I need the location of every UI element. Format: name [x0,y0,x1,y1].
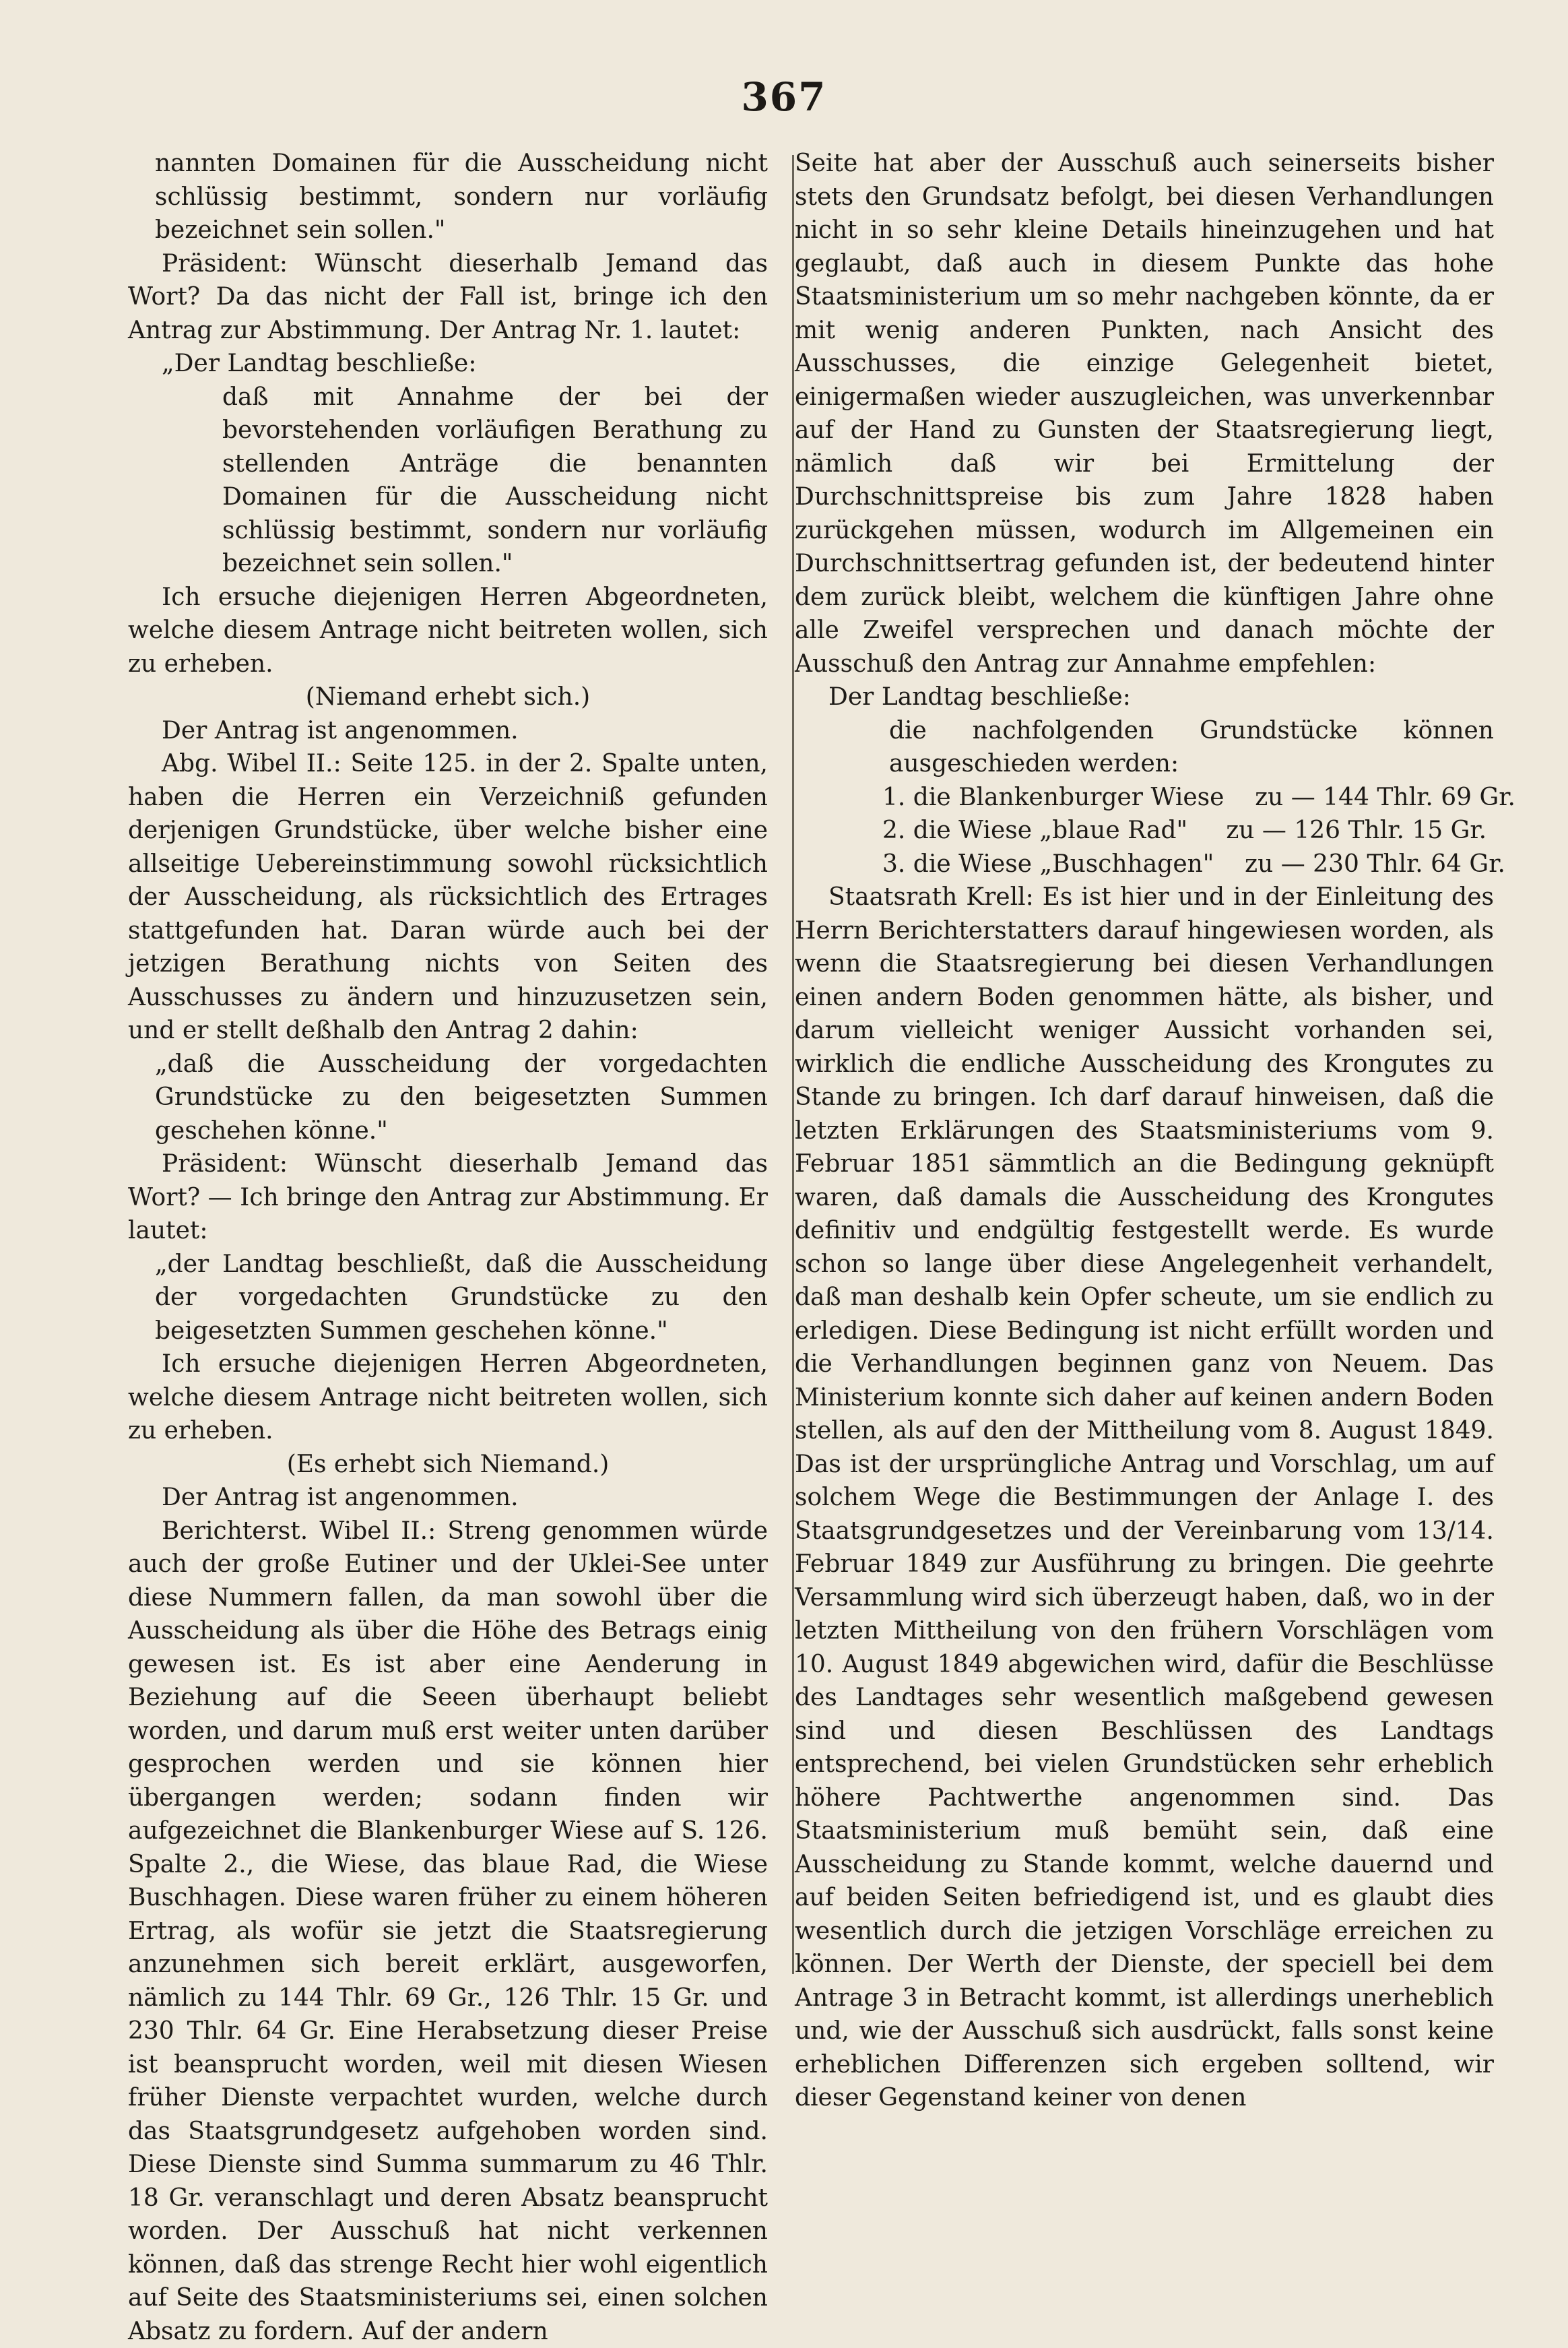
paragraph: Der Antrag ist angenommen. [128,714,768,748]
paragraph: Berichterst. Wibel II.: Streng genommen würde auch der große Eutiner und der Uklei-See unter diese Nummern fallen, da man sowohl über die Ausscheidung als über die Höhe des Betrags einig gewesen ist. Es ist aber eine Aenderung in Beziehung auf die Seeen überhaupt beliebt worden, und darum muß erst weiter unten darüber gesprochen werden und sie können hier übergangen werden; sodann finden wir aufgezeichnet die Blankenburger Wiese auf S. 126. Spalte 2., die Wiese, das blaue Rad, die Wiese Buschhagen. Diese waren früher zu einem höheren Ertrag, als wofür sie jetzt die Staatsregierung anzunehmen sich bereit erklärt, ausgeworfen, nämlich zu 144 Thlr. 69 Gr., 126 Thlr. 15 Gr. und 230 Thlr. 64 Gr. Eine Herabsetzung dieser Preise ist beansprucht worden, weil mit diesen Wiesen früher Dienste verpachtet wurden, welche durch das Staatsgrundgesetz aufgehoben worden sind. Diese Dienste sind Summa summarum zu 46 Thlr. 18 Gr. veranschlagt und deren Absatz beansprucht worden. Der Ausschuß hat nicht verkennen können, daß das strenge Recht hier wohl eigentlich auf Seite des Staatsministeriums sei, einen solchen Absatz zu fordern. Auf der andern [128,1515,768,2348]
paragraph: „der Landtag beschließt, daß die Ausscheidung der vorgedachten Grundstücke zu den beigesetzten Summen geschehen könne." [128,1248,768,1348]
paragraph: „daß die Ausscheidung der vorgedachten Grundstücke zu den beigesetzten Summen geschehen könne." [128,1048,768,1148]
page-number: 367 [0,74,1568,120]
paragraph: 1. die Blankenburger Wiese zu — 144 Thlr. 69 Gr. [795,781,1494,815]
paragraph: (Niemand erhebt sich.) [128,680,768,714]
column-divider [792,155,794,1974]
paragraph: Abg. Wibel II.: Seite 125. in der 2. Spalte unten, haben die Herren ein Verzeichniß gefunden derjenigen Grundstücke, über welche bisher eine allseitige Uebereinstimmung sowohl rücksichtlich der Ausscheidung, als rücksichtlich des Ertrages stattgefunden hat. Daran würde auch bei der jetzigen Berathung nichts von Seiten des Ausschusses zu ändern und hinzuzusetzen sein, und er stellt deßhalb den Antrag 2 dahin: [128,747,768,1048]
paragraph: Präsident: Wünscht dieserhalb Jemand das Wort? — Ich bringe den Antrag zur Abstimmung. Er lautet: [128,1147,768,1248]
paragraph: daß mit Annahme der bei der bevorstehenden vorläufigen Berathung zu stellenden Anträge die benannten Domainen für die Ausscheidung nicht schlüssig bestimmt, sondern nur vorläufig bezeichnet sein sollen." [128,381,768,581]
right-column [795,147,1494,1979]
paragraph: nannten Domainen für die Ausscheidung nicht schlüssig bestimmt, sondern nur vorläufig bezeichnet sein sollen." [128,147,768,247]
paragraph: 3. die Wiese „Buschhagen" zu — 230 Thlr. 64 Gr. [795,848,1494,881]
paragraph: 2. die Wiese „blaue Rad" zu — 126 Thlr. 15 Gr. [795,814,1494,848]
paragraph: „Der Landtag beschließe: [128,347,768,381]
paragraph: die nachfolgenden Grundstücke können ausgeschieden werden: [795,714,1494,781]
paragraph: Seite hat aber der Ausschuß auch seinerseits bisher stets den Grundsatz befolgt, bei diesen Verhandlungen nicht in so sehr kleine Details hineinzugehen und hat geglaubt, daß auch in diesem Punkte das hohe Staatsministerium um so mehr nachgeben könnte, da er mit wenig anderen Punkten, nach Ansicht des Ausschusses, die einzige Gelegenheit bietet, einigermaßen wieder auszugleichen, was unverkennbar auf der Hand zu Gunsten der Staatsregierung liegt, nämlich daß wir bei Ermittelung der Durchschnittspreise bis zum Jahre 1828 haben zurückgehen müssen, wodurch im Allgemeinen ein Durchschnittsertrag gefunden ist, der bedeutend hinter dem zurück bleibt, welchem die künftigen Jahre ohne alle Zweifel versprechen und danach möchte der Ausschuß den Antrag zur Annahme empfehlen: [795,147,1494,680]
paragraph: Präsident: Wünscht dieserhalb Jemand das Wort? Da das nicht der Fall ist, bringe ich den Antrag zur Abstimmung. Der Antrag Nr. 1. lautet: [128,247,768,348]
paragraph: (Es erhebt sich Niemand.) [128,1448,768,1482]
left-column [128,147,768,1979]
paragraph: Ich ersuche diejenigen Herren Abgeordneten, welche diesem Antrage nicht beitreten wollen, sich zu erheben. [128,1347,768,1448]
paragraph: Der Landtag beschließe: [795,680,1494,714]
paragraph: Ich ersuche diejenigen Herren Abgeordneten, welche diesem Antrage nicht beitreten wollen, sich zu erheben. [128,581,768,681]
paragraph: Der Antrag ist angenommen. [128,1481,768,1515]
paragraph: Staatsrath Krell: Es ist hier und in der Einleitung des Herrn Berichterstatters darauf hingewiesen worden, als wenn die Staatsregierung bei diesen Verhandlungen einen andern Boden genommen hätte, als bisher, und darum vielleicht weniger Aussicht vorhanden sei, wirklich die endliche Ausscheidung des Krongutes zu Stande zu bringen. Ich darf darauf hinweisen, daß die letzten Erklärungen des Staatsministeriums vom 9. Februar 1851 sämmtlich an die Bedingung geknüpft waren, daß damals die Ausscheidung des Krongutes definitiv und endgültig festgestellt werde. Es wurde schon so lange über diese Angelegenheit verhandelt, daß man deshalb kein Opfer scheute, um sie endlich zu erledigen. Diese Bedingung ist nicht erfüllt worden und die Verhandlungen beginnen ganz von Neuem. Das Ministerium konnte sich daher auf keinen andern Boden stellen, als auf den der Mittheilung vom 8. August 1849. Das ist der ursprüngliche Antrag und Vorschlag, um auf solchem Wege die Bestimmungen der Anlage I. des Staatsgrundgesetzes und der Vereinbarung vom 13/14. Februar 1849 zur Ausführung zu bringen. Die geehrte Versammlung wird sich überzeugt haben, daß, wo in der letzten Mittheilung von den frühern Vorschlägen vom 10. August 1849 abgewichen wird, dafür die Beschlüsse des Landtages sehr wesentlich maßgebend gewesen sind und diesen Beschlüssen des Landtags entsprechend, bei vielen Grundstücken sehr erheblich höhere Pachtwerthe angenommen sind. Das Staatsministerium muß bemüht sein, daß eine Ausscheidung zu Stande kommt, welche dauernd und auf beiden Seiten befriedigend ist, und es glaubt dies wesentlich durch die jetzigen Vorschläge erreichen zu können. Der Werth der Dienste, der speciell bei dem Antrage 3 in Betracht kommt, ist allerdings unerheblich und, wie der Ausschuß sich ausdrückt, falls sonst keine erheblichen Differenzen sich ergeben solltend, wir dieser Gegenstand keiner von denen [795,881,1494,2115]
